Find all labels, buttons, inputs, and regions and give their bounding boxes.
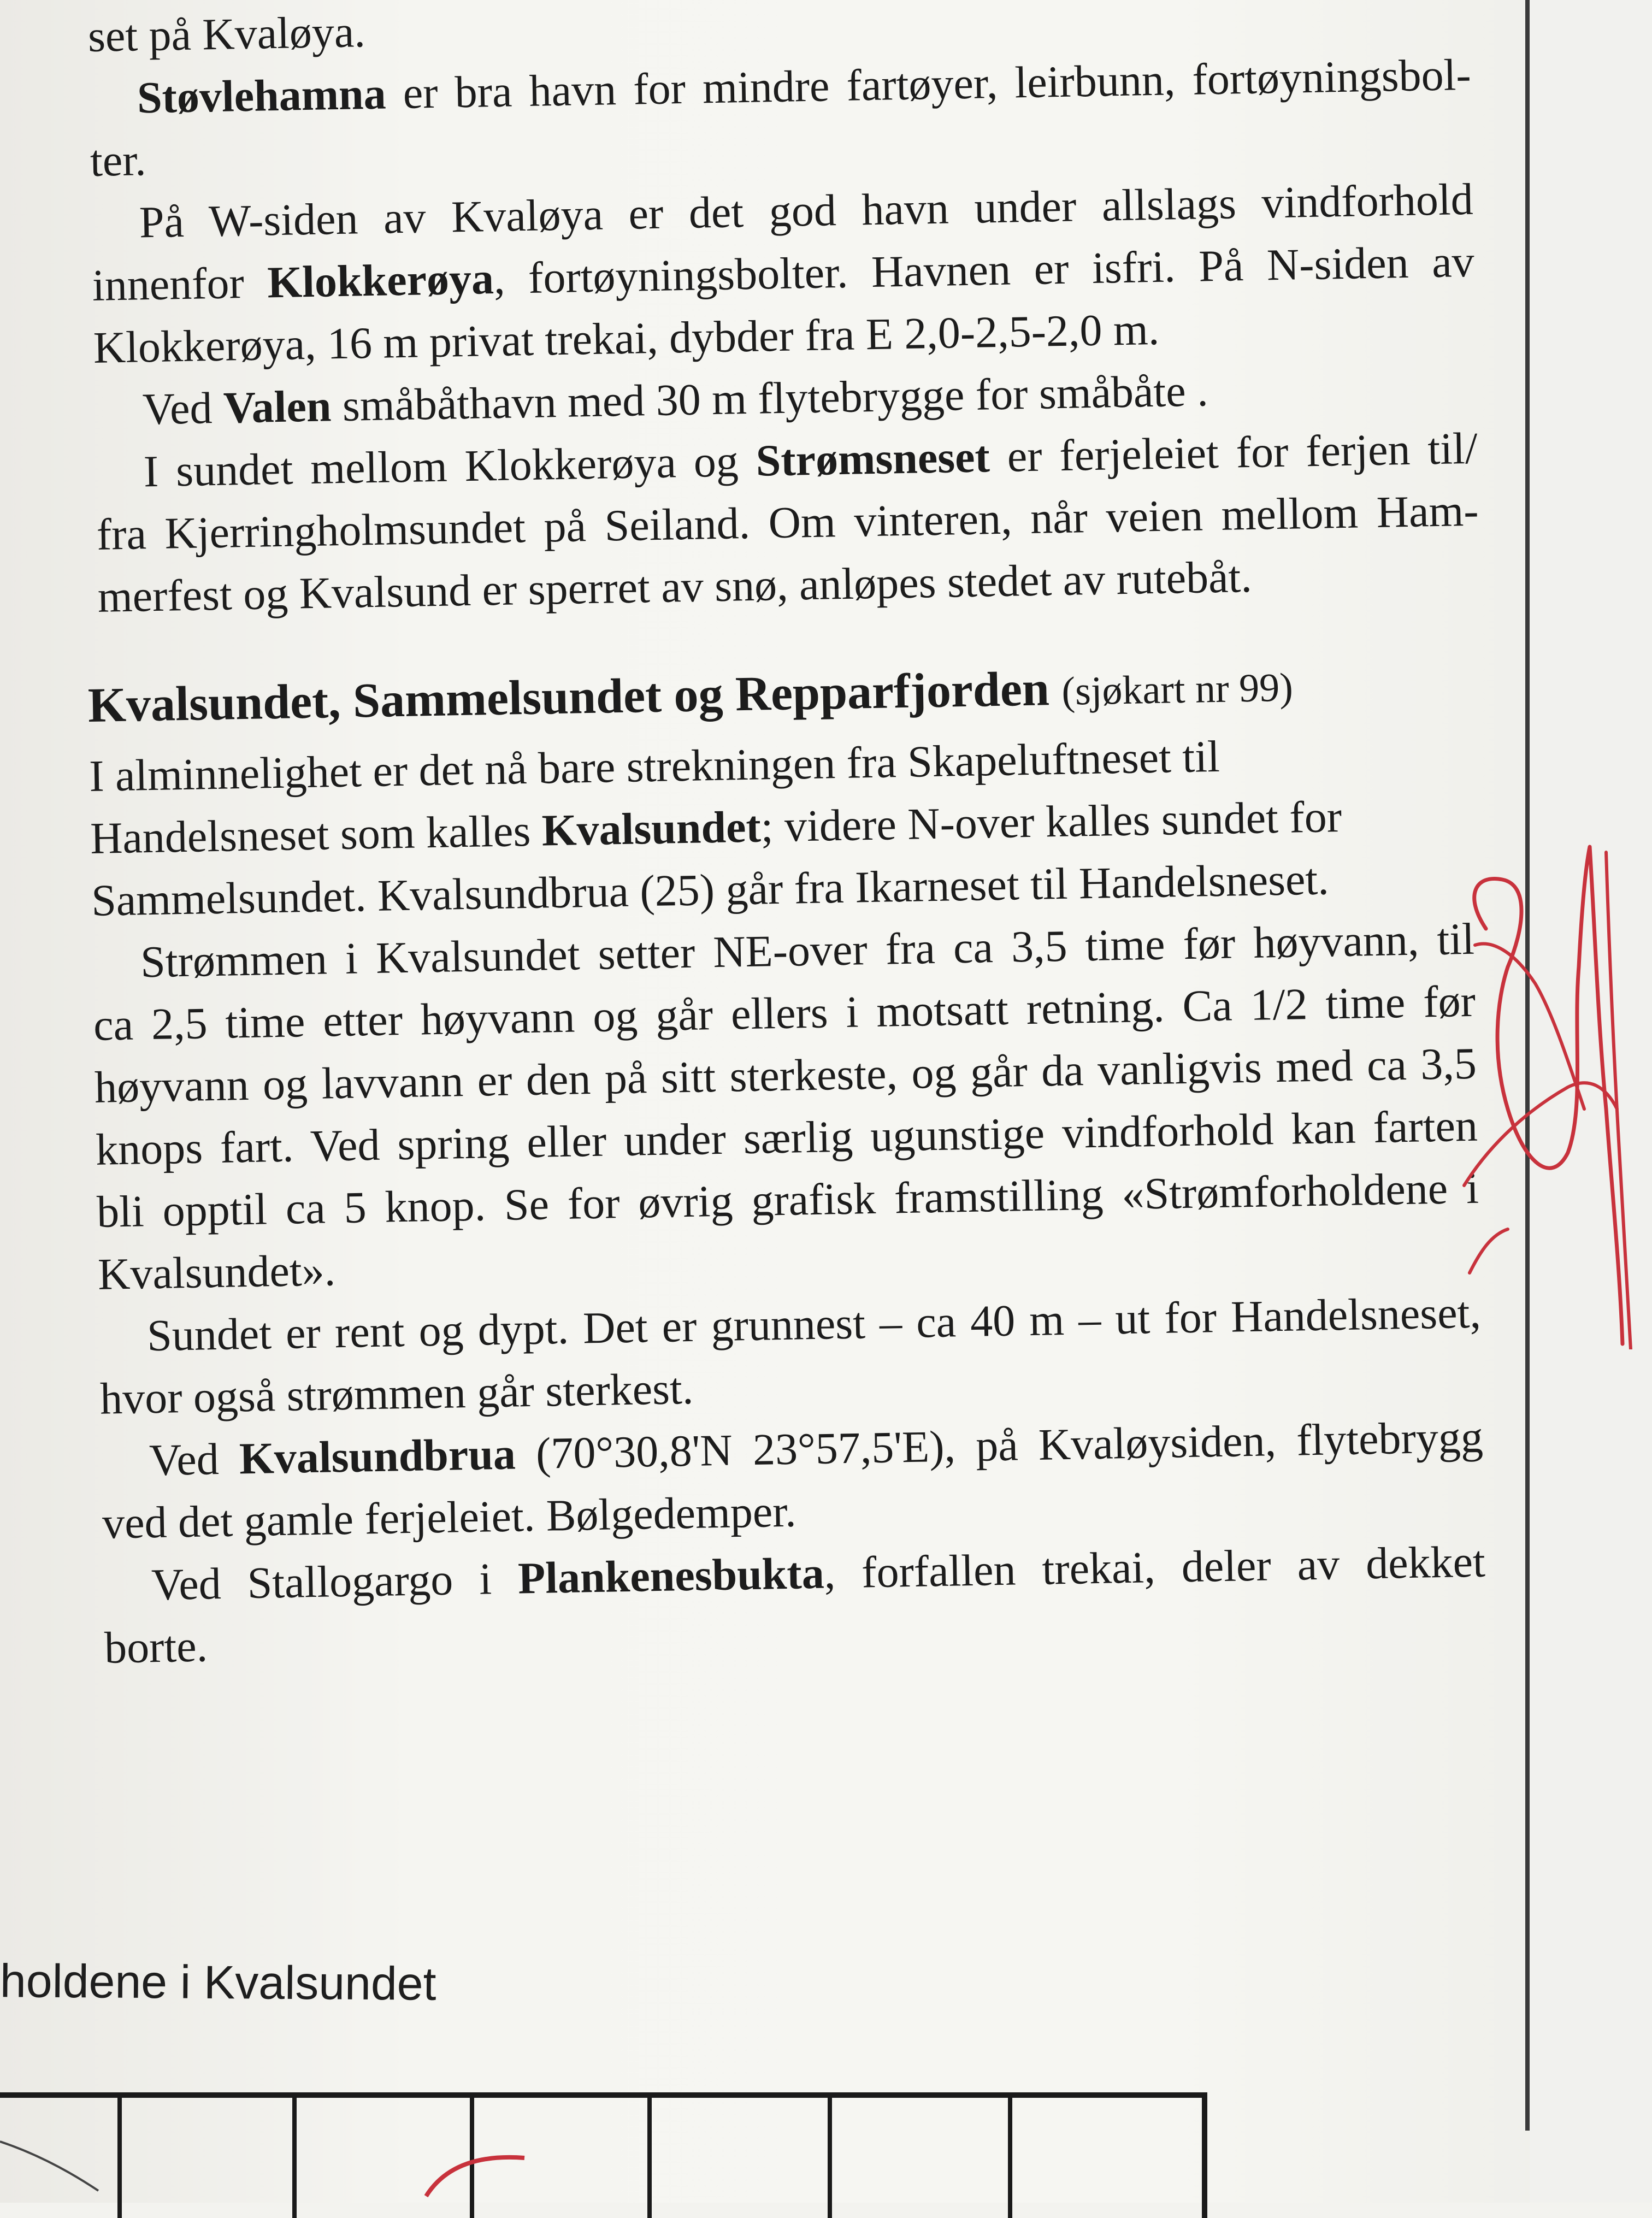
text-run: småbåthavn med 30 m flytebrygge for småbåte . bbox=[331, 365, 1209, 431]
section-harbours-kvaloya bbox=[87, 0, 1480, 628]
text-run: er bra havn for mindre fartøyer, leirbunn, fortøyningsbol- bbox=[385, 49, 1472, 119]
text-line: I alminnelighet er det nå bare strekningen fra Skapeluftneset til bbox=[88, 731, 1220, 801]
text-run: Handelsneset som kalles bbox=[90, 805, 542, 863]
grid-line bbox=[828, 2098, 832, 2218]
pen-mark bbox=[0, 2120, 765, 2203]
place-name: Kvalsundbrua bbox=[239, 1429, 516, 1484]
place-name: Valen bbox=[223, 381, 332, 433]
chart-reference: (sjøkart nr 99) bbox=[1061, 665, 1294, 714]
text-run: er ferjeleiet for ferjen til/ bbox=[989, 423, 1478, 482]
text-line: Klokkerøya, 16 m privat trekai, dybder fra E 2,0-2,5-2,0 m. bbox=[93, 304, 1160, 373]
text-line: knops fart. Ved spring eller under særlig ugunstige vindforhold kan farten bbox=[95, 1100, 1478, 1175]
text-line: På W-siden av Kvaløya er det god havn under allslags vindforhold bbox=[139, 174, 1474, 247]
grid-line bbox=[1008, 2098, 1012, 2218]
text-line: Sundet er rent og dypt. Det er grunnest – ca 40 m – ut for Handelsneset, bbox=[146, 1287, 1482, 1361]
section-kvalsundet bbox=[87, 651, 1487, 1679]
place-name: Kvalsundet bbox=[541, 801, 762, 856]
text-run: innenfor bbox=[92, 257, 268, 310]
text-line: borte. bbox=[104, 1621, 208, 1673]
place-name: Støvlehamna bbox=[137, 68, 387, 123]
heading-title: Kvalsundet, Sammelsundet og Repparfjorden bbox=[87, 662, 1050, 733]
text-run: ; videre N-over kalles sundet for bbox=[760, 791, 1342, 852]
text-line: bli opptil ca 5 knop. Se for øvrig grafisk framstilling «Strømforholdene i bbox=[96, 1163, 1479, 1237]
text-run: , forfallen trekai, deler av dekket bbox=[823, 1536, 1486, 1598]
text-line: merfest og Kvalsund er sperret av snø, anløpes stedet av rutebåt. bbox=[97, 551, 1253, 622]
text-line: ca 2,5 time etter høyvann og går ellers i motsatt retning. Ca 1/2 time før bbox=[93, 976, 1476, 1050]
place-name: Klokkerøya bbox=[267, 253, 494, 308]
text-line: ter. bbox=[90, 135, 147, 186]
text-line: ved det gamle ferjeleiet. Bølgedemper. bbox=[102, 1486, 797, 1548]
place-name: Strømsneset bbox=[755, 432, 990, 486]
text-line: Sammelsundet. Kvalsundbrua (25) går fra Ikarneset til Handelsneset. bbox=[91, 854, 1330, 925]
text-run: I sundet mellom Klokkerøya og bbox=[143, 435, 757, 497]
figure-caption: holdene i Kvalsundet bbox=[0, 1955, 436, 2010]
text-line: set på Kvaløya. bbox=[87, 7, 366, 61]
place-name: Plankenesbukta bbox=[517, 1548, 825, 1603]
text-run: Ved bbox=[149, 1434, 240, 1485]
text-run: , fortøyningsbolter. Havnen er isfri. På N-siden av bbox=[493, 236, 1475, 304]
text-line: Strømmen i Kvalsundet setter NE-over fra ca 3,5 time før høyvann, til bbox=[140, 913, 1475, 987]
text-line: hvor også strømmen går sterkest. bbox=[99, 1363, 694, 1424]
handwritten-signature bbox=[1442, 803, 1650, 1349]
text-line: fra Kjerringholmsundet på Seiland. Om vinteren, når veien mellom Ham- bbox=[96, 485, 1479, 559]
text-run: Ved bbox=[142, 382, 224, 434]
text-line: høyvann og lavvann er den på sitt sterkeste, og går da vanligvis med ca 3,5 bbox=[94, 1038, 1477, 1112]
text-run: (70°30,8'N 23°57,5'E), på Kvaløysiden, flytebrygg bbox=[515, 1412, 1484, 1479]
text-run: Ved Stallogargo i bbox=[151, 1553, 518, 1610]
text-line: Kvalsundet». bbox=[97, 1245, 336, 1299]
